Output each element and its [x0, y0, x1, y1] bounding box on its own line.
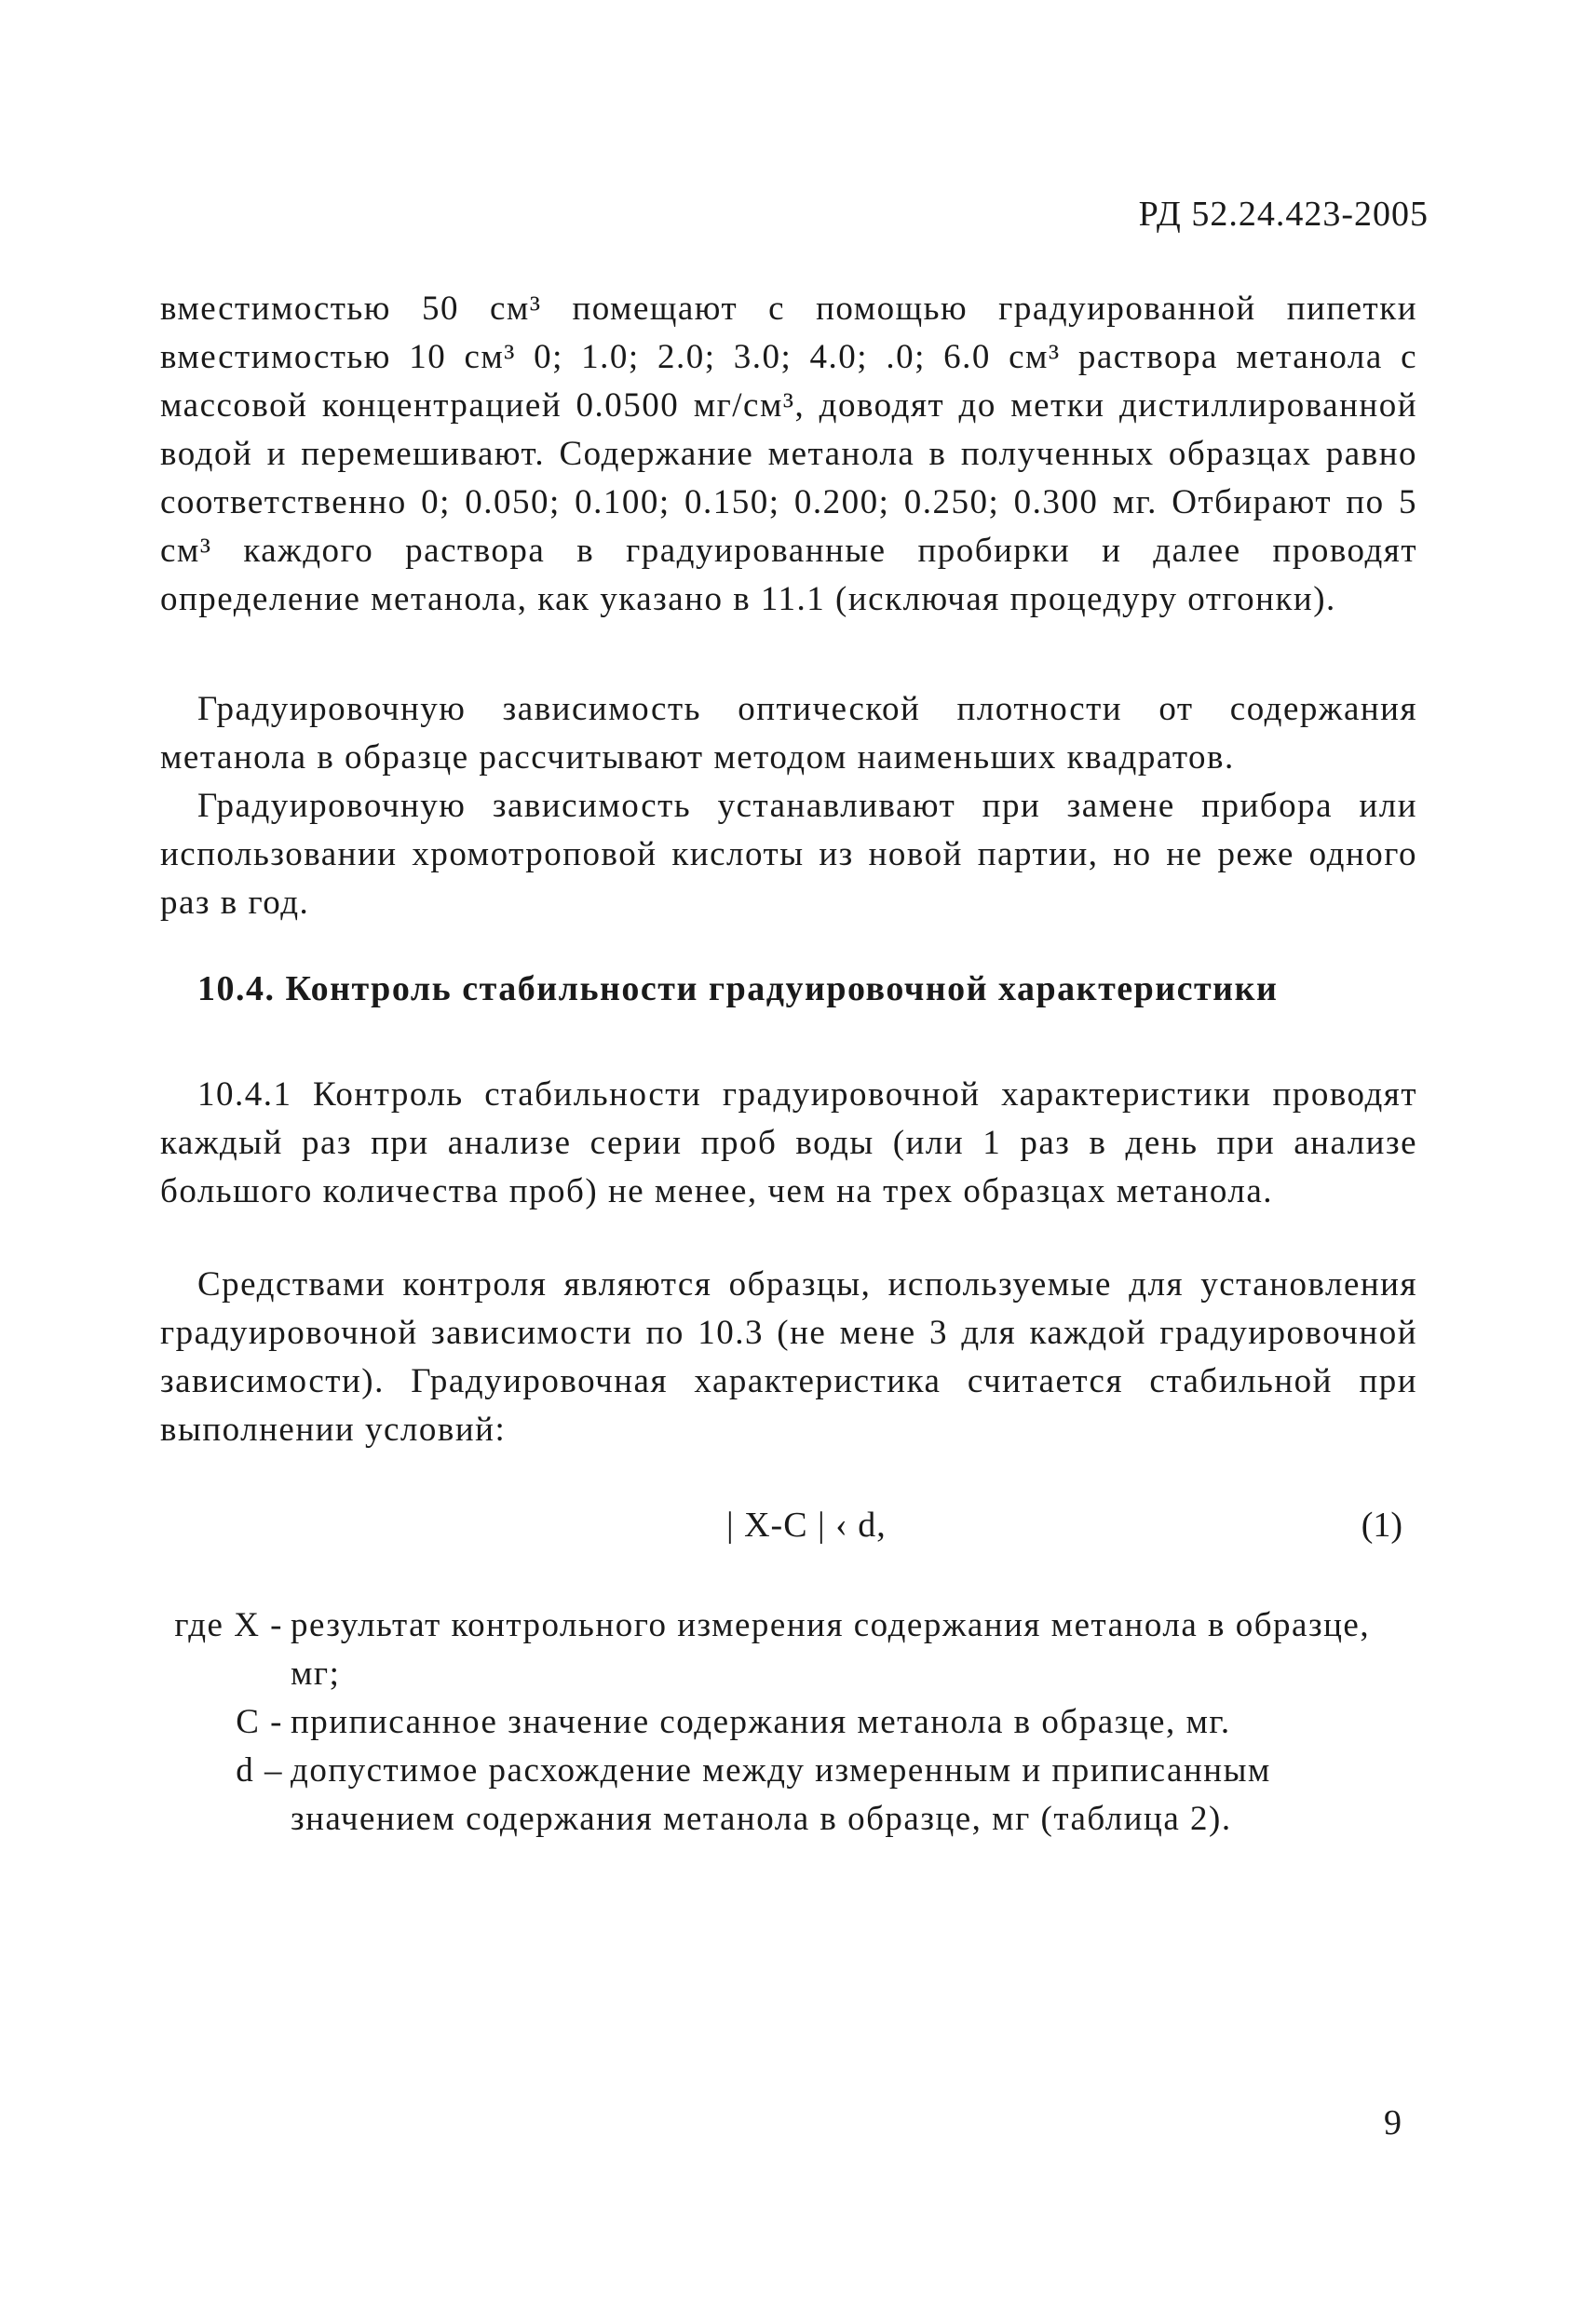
- legend-description: допустимое расхождение между измеренным и приписанным значением содержания метанола в образце, мг (таблица 2).: [291, 1751, 1271, 1838]
- legend-description: результат контрольного измерения содержания метанола в образце, мг;: [291, 1606, 1371, 1693]
- paragraph-text: Градуировочную зависимость оптической плотности от содержания метанола в образце рассчитывают методом наименьших квадратов.: [160, 690, 1417, 777]
- page-number: 9: [1384, 2103, 1402, 2142]
- paragraph-calibration-procedure: [160, 285, 1417, 624]
- formula-expression: | X-C | ‹ d,: [726, 1506, 887, 1545]
- paragraph-control-means: [160, 1261, 1417, 1454]
- paragraph-least-squares: [160, 685, 1417, 782]
- legend-description: приписанное значение содержания метанола в образце, мг.: [291, 1703, 1231, 1741]
- legend-symbol: X -: [234, 1606, 283, 1644]
- formula-number: (1): [1361, 1506, 1402, 1545]
- legend-symbol: C -: [236, 1703, 283, 1741]
- paragraph-text: Градуировочную зависимость устанавливают при замене прибора или использовании хромотроповой кислоты из новой партии, но не реже одного раз в год.: [160, 787, 1417, 922]
- paragraph-stability-control: [160, 1071, 1417, 1216]
- paragraph-calibration-frequency: [160, 782, 1417, 927]
- paragraph-text: вместимостью 50 см³ помещают с помощью градуированной пипетки вместимостью 10 см³ 0; 1.0; 2.0; 3.0; 4.0; .0; 6.0 см³ раствора метанола с массовой концентрацией 0.0500 мг/см³, доводят до метки дистиллированной водой и перемешивают. Содержание метанола в полученных образцах равно соответственно 0; 0.050; 0.100; 0.150; 0.200; 0.250; 0.300 мг. Отбирают по 5 см³ каждого раствора в градуированные пробирки и далее проводят определение метанола, как указано в 11.1 (исключая процедуру отгонки).: [160, 290, 1417, 618]
- legend-row-c: [160, 1698, 1417, 1747]
- legend-symbol: d –: [236, 1751, 283, 1790]
- document-code: РД 52.24.423-2005: [1138, 195, 1429, 234]
- paragraph-text: 10.4.1 Контроль стабильности градуировочной характеристики проводят каждый раз при анализе серии проб воды (или 1 раз в день при анализе большого количества проб) не менее, чем на трех образцах метанола.: [160, 1075, 1417, 1210]
- legend-lead-word: где: [174, 1606, 224, 1644]
- legend-row-x: [160, 1601, 1417, 1698]
- legend-row-d: [160, 1747, 1417, 1844]
- paragraph-text: Средствами контроля являются образцы, используемые для установления градуировочной зависимости по 10.3 (не мене 3 для каждой градуировочной зависимости). Градуировочная характеристика считается стабильной при выполнении условий:: [160, 1265, 1417, 1449]
- formula-legend: [160, 1601, 1417, 1844]
- section-heading: 10.4. Контроль стабильности градуировочной характеристики: [197, 969, 1279, 1008]
